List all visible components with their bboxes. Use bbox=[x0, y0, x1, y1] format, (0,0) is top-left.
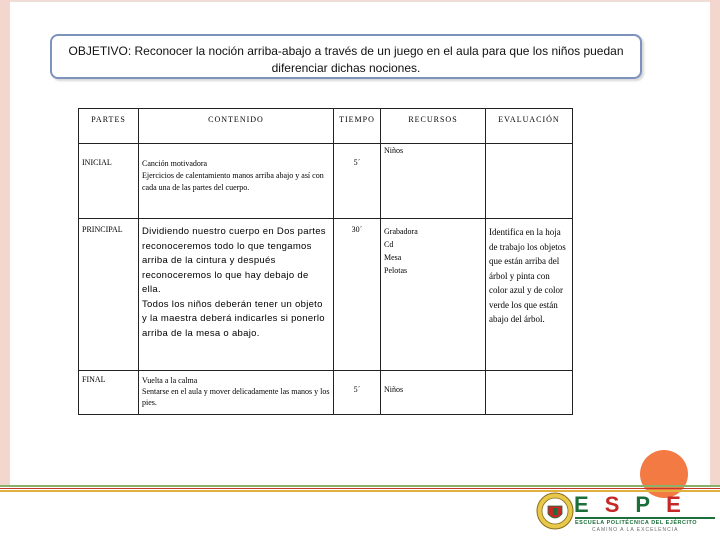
espe-logo bbox=[530, 490, 720, 540]
row-part: PRINCIPAL bbox=[79, 219, 139, 371]
left-decorative-strip bbox=[0, 0, 10, 485]
header-partes: PARTES bbox=[79, 109, 139, 144]
header-tiempo: TIEMPO bbox=[334, 109, 381, 144]
table-row bbox=[79, 219, 573, 371]
row-content: Vuelta a la calma Sentarse en el aula y mover delicadamente las manos y los pies. bbox=[139, 371, 334, 415]
row-time: 30´ bbox=[334, 219, 381, 371]
row-evaluation bbox=[486, 144, 573, 219]
row-part: FINAL bbox=[79, 371, 139, 415]
row-content: Dividiendo nuestro cuerpo en Dos partes reconoceremos todo lo que tengamos arriba de la cintura y después reconoceremos lo que hay debajo de ella. Todos los niños deberán tener un objeto y la maestra deberá indicarles si ponerlo arriba de la mesa o abajo. bbox=[139, 219, 334, 371]
footer-line-green bbox=[0, 485, 720, 487]
top-border bbox=[0, 0, 720, 2]
row-resources: Niños bbox=[381, 371, 486, 415]
row-time: 5´ bbox=[334, 144, 381, 219]
row-resources: Grabadora Cd Mesa Pelotas bbox=[381, 219, 486, 371]
table-header-row bbox=[79, 109, 573, 144]
objective-label: OBJETIVO bbox=[68, 44, 128, 58]
objective-box bbox=[50, 34, 642, 79]
header-evaluacion: EVALUACIÓN bbox=[486, 109, 573, 144]
espe-letters: ESPE bbox=[574, 492, 697, 517]
right-decorative-strip bbox=[710, 0, 720, 485]
row-resources: Niños bbox=[381, 144, 486, 219]
objective-text: : Reconocer la noción arriba-abajo a través de un juego en el aula para que los niños puedan diferenciar dichas nociones. bbox=[127, 44, 624, 75]
institution-motto: CAMINO A LA EXCELENCIA bbox=[592, 527, 679, 533]
row-time: 5´ bbox=[334, 371, 381, 415]
institution-name: ESCUELA POLITÉCNICA DEL EJÉRCITO bbox=[575, 520, 698, 526]
row-part: INICIAL bbox=[79, 144, 139, 219]
header-recursos: RECURSOS bbox=[381, 109, 486, 144]
table-row bbox=[79, 371, 573, 415]
footer-line-red bbox=[0, 488, 720, 489]
header-contenido: CONTENIDO bbox=[139, 109, 334, 144]
espe-seal-icon bbox=[536, 492, 574, 530]
espe-divider bbox=[575, 517, 715, 519]
row-evaluation bbox=[486, 371, 573, 415]
table-row bbox=[79, 144, 573, 219]
row-content: Canción motivadora Ejercicios de calentamiento manos arriba abajo y así con cada una de las partes del cuerpo. bbox=[139, 144, 334, 219]
row-evaluation: Identifica en la hoja de trabajo los objetos que están arriba del árbol y pinta con color azul y de color verde los que están abajo del árbol. bbox=[486, 219, 573, 371]
lesson-plan-table bbox=[78, 108, 573, 415]
